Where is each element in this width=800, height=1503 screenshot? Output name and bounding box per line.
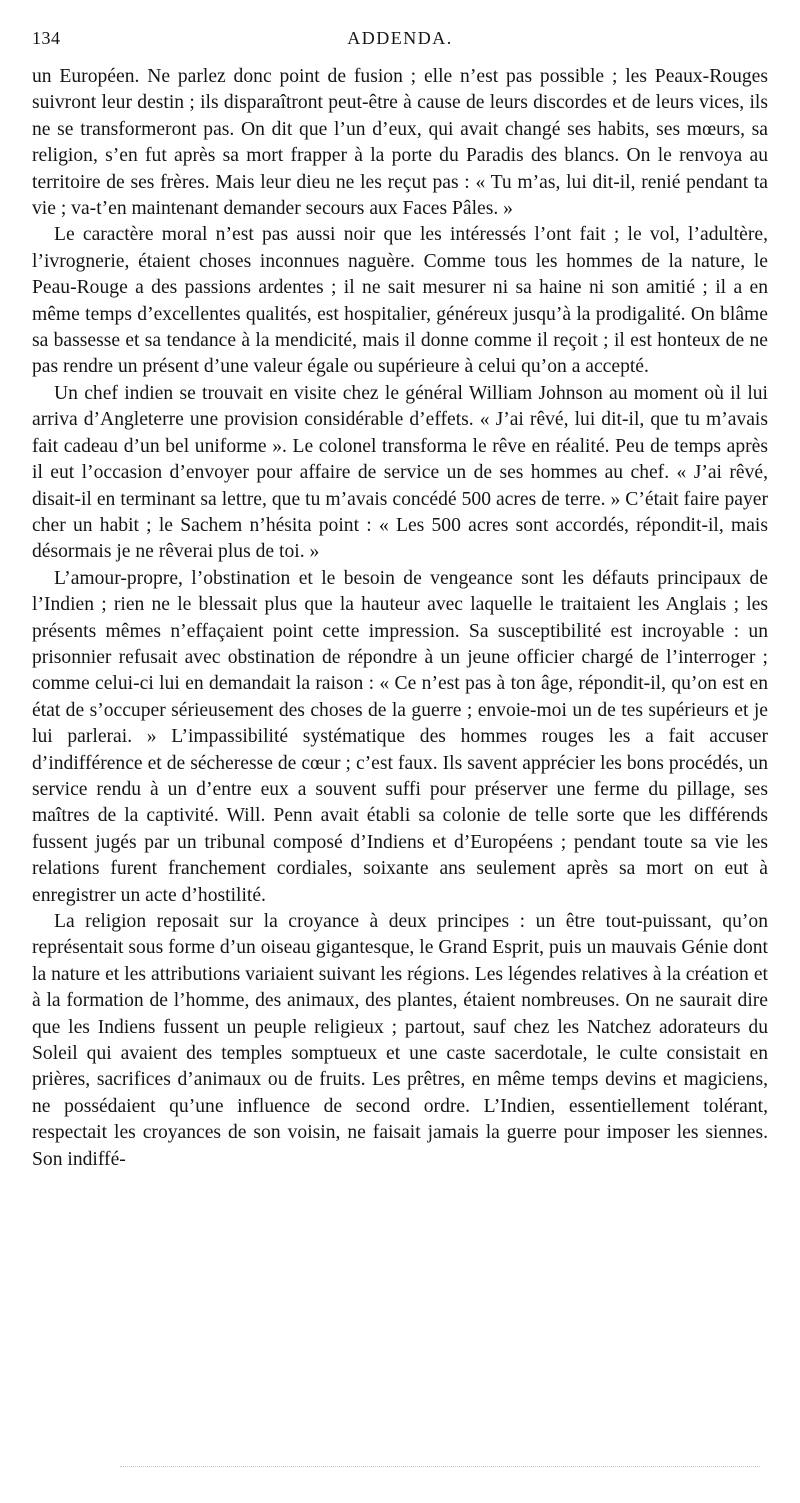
body-text (32, 64, 768, 1173)
paragraph-fusion: un Européen. Ne parlez donc point de fusion ; elle n’est pas possible ; les Peaux-Rouges suivront leur destin ; ils disparaîtront peut-être à cause de leurs discordes et de leurs vices, ils ne se transformeront pas. On dit que l’un d’eux, qui avait changé ses habits, ses mœurs, sa religion, s’en fut après sa mort frapper à la porte du Paradis des blancs. On le renvoya au territoire de ses frères. Mais leur dieu ne les reçut pas : « Tu m’as, lui dit-il, renié pendant ta vie ; va-t’en maintenant demander secours aux Faces Pâles. » (32, 66, 768, 220)
running-title: ADDENDA. (347, 28, 453, 48)
paragraph-pride-and-vengeance: L’amour-propre, l’obstination et le besoin de vengeance sont les défauts principaux de l’Indien ; rien ne le blessait plus que la hauteur avec laquelle le traitaient les Anglais ; les présents mêmes n’effaçaient point cette impression. Sa susceptibilité est incroyable : un prisonnier refusait avec obstination de répondre à un jeune officier chargé de l’interroger ; comme celui-ci lui en demandait la raison : « Ce n’est pas à ton âge, répondit-il, qu’on est en état de s’occuper sérieusement des choses de la guerre ; envoie-moi un de tes supérieurs et je lui parlerai. » L’impassibilité systématique des hommes rouges les a fait accuser d’indifférence et de sécheresse de cœur ; c’est faux. Ils savent apprécier les bons procédés, un service rendu à un d’entre eux a souvent suffi pour préserver une ferme du pillage, ses maîtres de la captivité. Will. Penn avait établi sa colonie de telle sorte que les différends fussent jugés par un tribunal composé d’Indiens et d’Européens ; pendant toute sa vie les relations furent franchement cordiales, soixante ans seulement après sa mort on eut à enregistrer un acte d’hostilité. (32, 567, 768, 906)
paragraph-moral-character: Le caractère moral n’est pas aussi noir que les intéressés l’ont fait ; le vol, l’adultère, l’ivrognerie, étaient choses inconnues naguère. Comme tous les hommes de la nature, le Peau-Rouge a des passions ardentes ; il ne sait mesurer ni sa haine ni son amitié ; il a en même temps d’excellentes qualités, est hospitalier, généreux jusqu’à la prodigalité. On blâme sa bassesse et sa tendance à la mendicité, mais il donne comme il reçoit ; il est honteux de ne pas rendre un présent d’une valeur égale ou supérieure à celui qu’on a accepté. (32, 224, 768, 378)
page-number: 134 (32, 28, 61, 48)
running-header (32, 28, 768, 54)
paragraph-chief-anecdote: Un chef indien se trouvait en visite chez le général William Johnson au moment où il lui arriva d’Angleterre une provision considérable d’effets. « J’ai rêvé, lui dit-il, que tu m’avais fait cadeau d’un bel uniforme ». Le colonel transforma le rêve en réalité. Peu de temps après il eut l’occasion d’envoyer pour affaire de service un de ses hommes au chef. « J’ai rêvé, disait-il en terminant sa lettre, que tu m’avais concédé 500 acres de terre. » C’était faire payer cher un habit ; le Sachem n’hésita point : « Les 500 acres sont accordés, répondit-il, mais désormais je ne rêverai plus de toi. » (32, 382, 768, 563)
page-bottom-rule (120, 1466, 760, 1467)
paragraph-religion: La religion reposait sur la croyance à deux principes : un être tout-puissant, qu’on représentait sous forme d’un oiseau gigantesque, le Grand Esprit, puis un mauvais Génie dont la nature et les attributions variaient suivant les régions. Les légendes relatives à la création et à la formation de l’homme, des animaux, des plantes, étaient nombreuses. On ne saurait dire que les Indiens fussent un peuple religieux ; partout, sauf chez les Natchez adorateurs du Soleil qui avaient des temples somptueux et une caste sacerdotale, le culte consistait en prières, sacrifices d’animaux ou de fruits. Les prêtres, en même temps devins et magiciens, ne possédaient qu’une influence de second ordre. L’Indien, essentiellement tolérant, respectait les croyances de son voisin, ne faisait jamais la guerre pour imposer les siennes. Son indiffé- (32, 911, 768, 1170)
book-page (32, 28, 768, 1173)
